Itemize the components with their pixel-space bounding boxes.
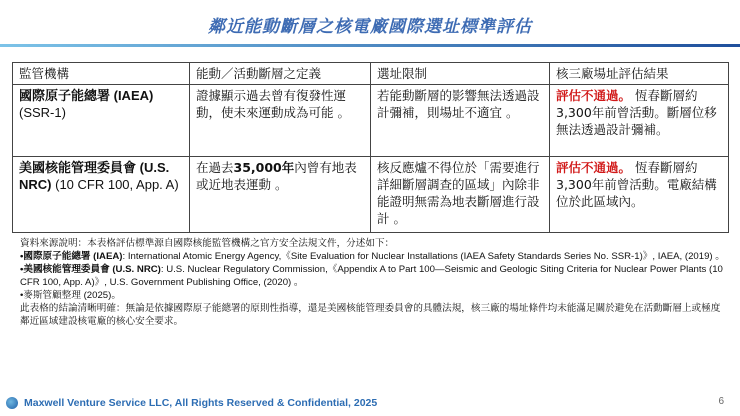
result-cell xyxy=(550,85,729,157)
table-header-row xyxy=(13,63,729,85)
result-detail: 恆春斷層約3,300年前曾活動。斷層位移無法透過設計彌補。 xyxy=(556,88,717,137)
result-detail: 恆春斷層約3,300年前曾活動。電廠結構位於此區域內。 xyxy=(556,160,717,209)
definition-years: 35,000年 xyxy=(233,160,295,175)
reference-org: •國際原子能總署 (IAEA) xyxy=(20,251,123,262)
footer-copyright: Maxwell Venture Service LLC, All Rights Reserved & Confidential, 2025 xyxy=(24,397,378,409)
regulator-code: (10 CFR 100, App. A) xyxy=(51,177,179,192)
company-logo-icon xyxy=(6,397,18,409)
reference-text: : International Atomic Energy Agency,《Site Evaluation for Nuclear Installations (IAEA Safety Standards Series No. SSR-1)》, IAEA, (2019) 。 xyxy=(122,251,725,262)
reference-text: : U.S. Nuclear Regulatory Commission,《Appendix A to Part 100—Seismic and Geologic Siting Criteria for Nuclear Power Plants (10 CFR 100, App. A)》, U.S. Government Publishing Office, (2020) 。 xyxy=(20,264,723,288)
result-fail-label: 評估不通過。 xyxy=(556,88,632,103)
result-cell xyxy=(550,157,729,233)
slide-title: 鄰近能動斷層之核電廠國際選址標準評估 xyxy=(208,17,532,37)
reference-item xyxy=(20,250,725,263)
page-number: 6 xyxy=(718,396,724,407)
footer xyxy=(0,388,740,416)
definition-pre: 在過去 xyxy=(196,160,234,175)
regulator-name: 美國核能管理委員會 (U.S. NRC) xyxy=(19,160,170,192)
restriction-cell: 核反應爐不得位於「需要進行詳細斷層調查的區域」內除非能證明無需為地表斷層進行設計 。 xyxy=(371,157,550,233)
reference-org: •美國核能管理委員會 (U.S. NRC) xyxy=(20,264,161,275)
conclusion-text: 此表格的結論清晰明確：無論是依據國際原子能總署的原則性指導，還是美國核能管理委員會的具體法規，核三廠的場址條件均未能滿足關於避免在活動斷層上或極度鄰近區域建設核電廠的核心安全要求。 xyxy=(20,303,721,327)
table-row xyxy=(13,157,729,233)
definition-cell: 證據顯示過去曾有復發性運動，使未來運動成為可能 。 xyxy=(190,85,371,157)
restriction-cell: 若能動斷層的影響無法透過設計彌補，則場址不適宜 。 xyxy=(371,85,550,157)
title-divider xyxy=(0,44,740,47)
definition-cell xyxy=(190,157,371,233)
reference-item: •麥斯管顧整理 (2025)。 xyxy=(20,290,121,301)
column-header-restriction: 選址限制 xyxy=(371,63,550,85)
regulator-code: (SSR-1) xyxy=(19,105,66,120)
regulator-name: 國際原子能總署 (IAEA) xyxy=(19,88,154,103)
source-intro: 資料來源說明：本表格評估標準源自國際核能監管機構之官方安全法規文件，分述如下： xyxy=(20,238,395,249)
regulator-cell xyxy=(13,85,190,157)
regulator-cell xyxy=(13,157,190,233)
column-header-regulator: 監管機構 xyxy=(13,63,190,85)
siting-evaluation-table xyxy=(12,62,729,233)
source-notes xyxy=(20,237,725,328)
reference-item xyxy=(20,263,725,289)
table-row xyxy=(13,85,729,157)
result-fail-label: 評估不通過。 xyxy=(556,160,632,175)
definition-post: 內曾有地表或近地表運動 。 xyxy=(196,160,357,192)
column-header-definition: 能動／活動斷層之定義 xyxy=(190,63,371,85)
column-header-result: 核三廠場址評估結果 xyxy=(550,63,729,85)
